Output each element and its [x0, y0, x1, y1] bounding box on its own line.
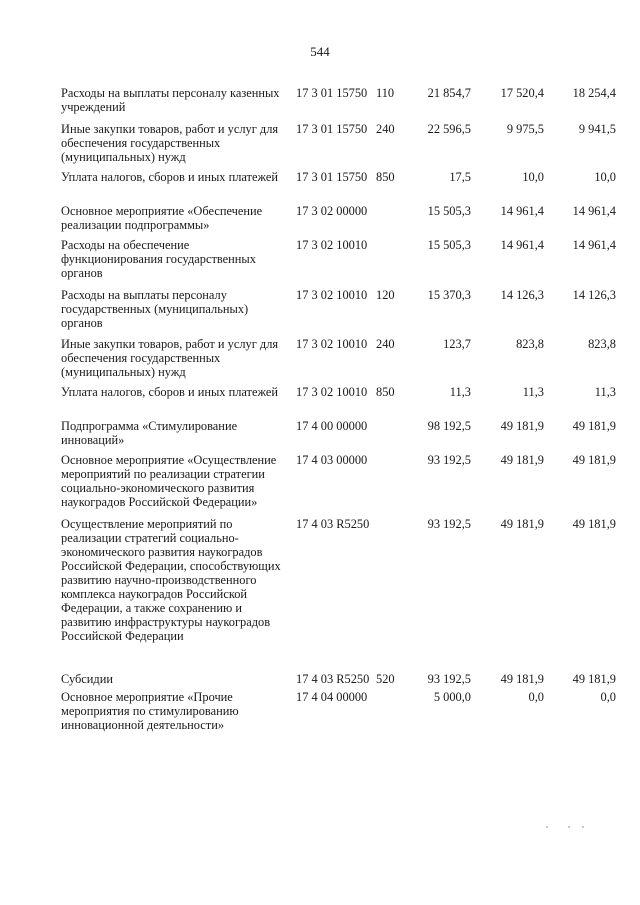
- row-expense-type: 520: [376, 672, 395, 686]
- row-value-2: 49 181,9: [500, 672, 544, 686]
- row-value-1: 123,7: [443, 337, 471, 351]
- row-description: Уплата налогов, сборов и иных платежей: [61, 170, 279, 184]
- row-value-3: 9 941,5: [578, 122, 616, 136]
- row-code: 17 3 01 15750: [296, 122, 368, 136]
- row-value-3: 49 181,9: [572, 419, 616, 433]
- row-value-2: 823,8: [516, 337, 544, 351]
- row-expense-type: 110: [376, 86, 395, 100]
- row-value-2: 14 961,4: [500, 204, 544, 218]
- row-code: 17 4 00 00000: [296, 419, 368, 433]
- row-value-1: 22 596,5: [427, 122, 471, 136]
- row-expense-type: 850: [376, 170, 395, 184]
- row-description: Основное мероприятие «Прочие мероприятия по стимулированию инновационной деятельности»: [61, 690, 239, 732]
- row-value-2: 49 181,9: [500, 517, 544, 531]
- row-value-2: 14 961,4: [500, 238, 544, 252]
- row-value-1: 15 505,3: [427, 238, 471, 252]
- row-value-1: 17,5: [449, 170, 471, 184]
- row-code: 17 3 02 10010: [296, 337, 368, 351]
- row-value-1: 93 192,5: [427, 453, 471, 467]
- row-code: 17 3 02 10010: [296, 288, 368, 302]
- row-description: Расходы на обеспечение функционирования государственных органов: [61, 238, 256, 280]
- row-expense-type: 120: [376, 288, 395, 302]
- row-description: Иные закупки товаров, работ и услуг для обеспечения государственных (муниципальных) нужд: [61, 122, 279, 164]
- row-description: Иные закупки товаров, работ и услуг для обеспечения государственных (муниципальных) нужд: [61, 337, 279, 379]
- row-code: 17 4 04 00000: [296, 690, 368, 704]
- row-value-2: 14 126,3: [500, 288, 544, 302]
- row-value-1: 21 854,7: [427, 86, 471, 100]
- row-value-1: 15 505,3: [427, 204, 471, 218]
- row-description: Подпрограмма «Стимулирование инноваций»: [61, 419, 238, 447]
- row-value-2: 10,0: [522, 170, 544, 184]
- row-value-1: 98 192,5: [427, 419, 471, 433]
- row-value-3: 0,0: [600, 690, 616, 704]
- row-value-2: 0,0: [528, 690, 544, 704]
- row-value-3: 14 126,3: [572, 288, 616, 302]
- row-value-2: 17 520,4: [500, 86, 544, 100]
- row-code: 17 3 02 10010: [296, 385, 368, 399]
- row-value-3: 10,0: [594, 170, 616, 184]
- row-code: 17 4 03 R5250: [296, 672, 370, 686]
- row-description: Расходы на выплаты персоналу государственных (муниципальных) органов: [61, 288, 249, 330]
- row-description: Уплата налогов, сборов и иных платежей: [61, 385, 279, 399]
- row-value-2: 11,3: [522, 385, 544, 399]
- row-code: 17 3 01 15750: [296, 86, 368, 100]
- row-value-3: 14 961,4: [572, 238, 616, 252]
- row-value-2: 49 181,9: [500, 419, 544, 433]
- row-value-2: 49 181,9: [500, 453, 544, 467]
- row-description: Расходы на выплаты персоналу казенных учреждений: [61, 86, 280, 114]
- row-description: Осуществление мероприятий по реализации стратегий социально-экономического развития наукоградов Российской Федерации, способствующих развитию научно-производственного комплекса наукоградов Российской Федерации, а также сохранению и развитию инфраструктуры наукоградов Российской Федерации: [61, 517, 281, 643]
- row-code: 17 3 02 00000: [296, 204, 368, 218]
- row-code: 17 4 03 R5250: [296, 517, 370, 531]
- row-value-1: 5 000,0: [433, 690, 471, 704]
- row-value-1: 93 192,5: [427, 672, 471, 686]
- row-value-3: 49 181,9: [572, 453, 616, 467]
- row-value-1: 15 370,3: [427, 288, 471, 302]
- row-code: 17 3 01 15750: [296, 170, 368, 184]
- row-value-3: 823,8: [588, 337, 616, 351]
- row-description: Основное мероприятие «Осуществление мероприятий по реализации стратегии социально-экономического развития наукоградов Российской Федерации»: [61, 453, 277, 509]
- row-value-3: 49 181,9: [572, 672, 616, 686]
- row-expense-type: 240: [376, 122, 395, 136]
- row-expense-type: 240: [376, 337, 395, 351]
- row-value-3: 49 181,9: [572, 517, 616, 531]
- row-value-2: 9 975,5: [506, 122, 544, 136]
- row-value-1: 11,3: [449, 385, 471, 399]
- row-description: Субсидии: [61, 672, 113, 686]
- row-description: Основное мероприятие «Обеспечение реализации подпрограммы»: [61, 204, 263, 232]
- row-value-1: 93 192,5: [427, 517, 471, 531]
- row-code: 17 4 03 00000: [296, 453, 368, 467]
- row-value-3: 14 961,4: [572, 204, 616, 218]
- row-value-3: 11,3: [594, 385, 616, 399]
- row-value-3: 18 254,4: [572, 86, 616, 100]
- page-number: 544: [310, 44, 330, 59]
- row-code: 17 3 02 10010: [296, 238, 368, 252]
- row-expense-type: 850: [376, 385, 395, 399]
- scan-artifact: [546, 826, 586, 828]
